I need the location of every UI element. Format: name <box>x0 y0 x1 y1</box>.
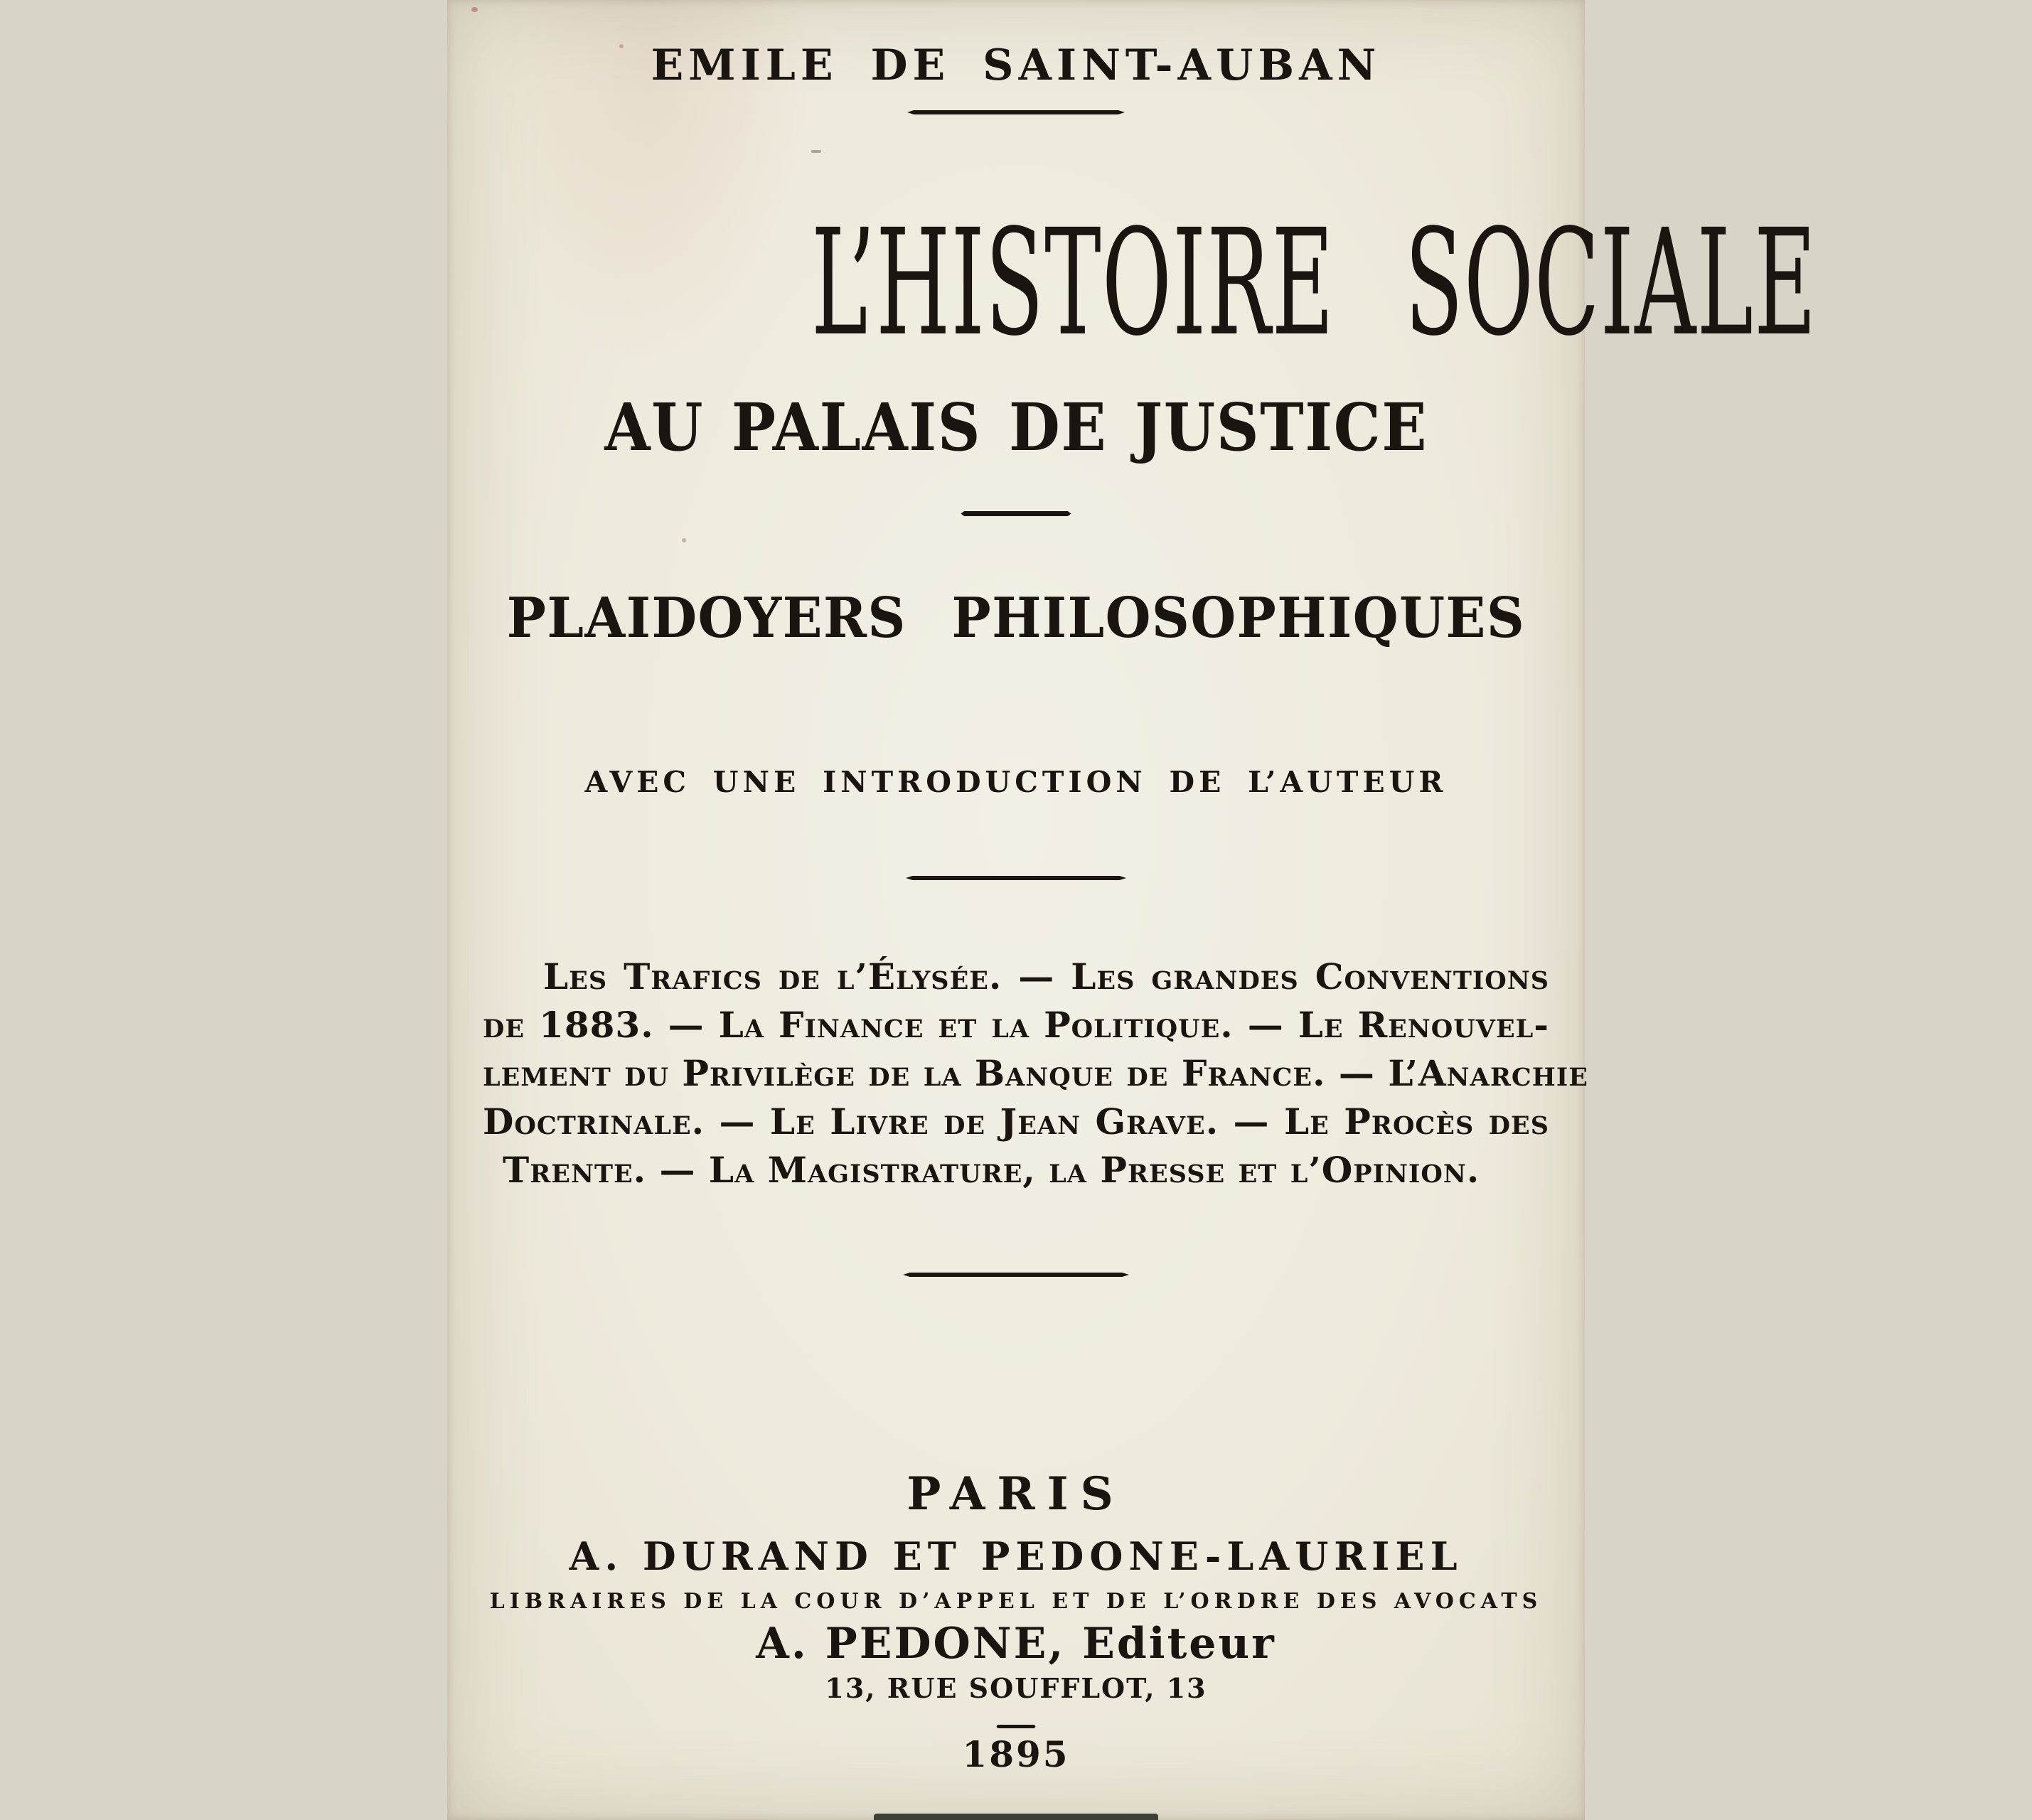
paper-speck <box>682 538 686 542</box>
contents-summary <box>483 953 1588 1194</box>
contents-line: Les Trafics de l’Élysée. — Les grandes Conventions <box>543 956 1549 997</box>
book-subtitle: AU PALAIS DE JUSTICE <box>604 389 1428 466</box>
book-subtitle-row <box>447 389 1585 466</box>
contents-line: Trente. — La Magistrature, la Presse et l’Opinion. <box>503 1149 1480 1191</box>
paper-speck <box>471 7 478 12</box>
paper-speck <box>619 44 624 48</box>
imprint-publisher: A. DURAND ET PEDONE-LAURIEL <box>569 1533 1463 1579</box>
author-divider-rule <box>907 110 1125 114</box>
book-title: L’HISTOIRE SOCIALE <box>811 198 1817 368</box>
imprint-city: PARIS <box>907 1467 1125 1521</box>
book-title-row <box>447 198 1817 368</box>
imprint-publisher-role: LIBRAIRES DE LA COUR D’APPEL ET DE L’ORDRE DES AVOCATS <box>489 1589 1543 1614</box>
contents-line: Doctrinale. — Le Livre de Jean Grave. — Le Procès des <box>483 1101 1549 1142</box>
contents-line: de 1883. — La Finance et la Politique. — Le Renouvel- <box>483 1004 1549 1046</box>
book-title-page <box>447 0 1817 1820</box>
author-name: EMILE DE SAINT-AUBAN <box>651 41 1381 90</box>
scan-edge-shadow <box>874 1814 1158 1820</box>
imprint-address: 13, RUE SOUFFLOT, 13 <box>825 1672 1207 1704</box>
contents-line: lement du Privilège de la Banque de France. — L’Anarchie <box>483 1052 1588 1094</box>
imprint-year: 1895 <box>962 1733 1070 1775</box>
year-divider-rule <box>997 1725 1036 1728</box>
genre-line: PLAIDOYERS PHILOSOPHIQUES <box>506 586 1526 651</box>
subtitle-divider-rule <box>961 511 1071 516</box>
imprint-divider-rule <box>903 1273 1129 1277</box>
introduction-divider-rule <box>906 876 1126 880</box>
genre-row <box>447 586 1585 651</box>
imprint-editor: A. PEDONE, Editeur <box>756 1619 1276 1669</box>
paper-speck <box>811 150 821 153</box>
introduction-note: AVEC UNE INTRODUCTION DE L’AUTEUR <box>584 765 1448 799</box>
